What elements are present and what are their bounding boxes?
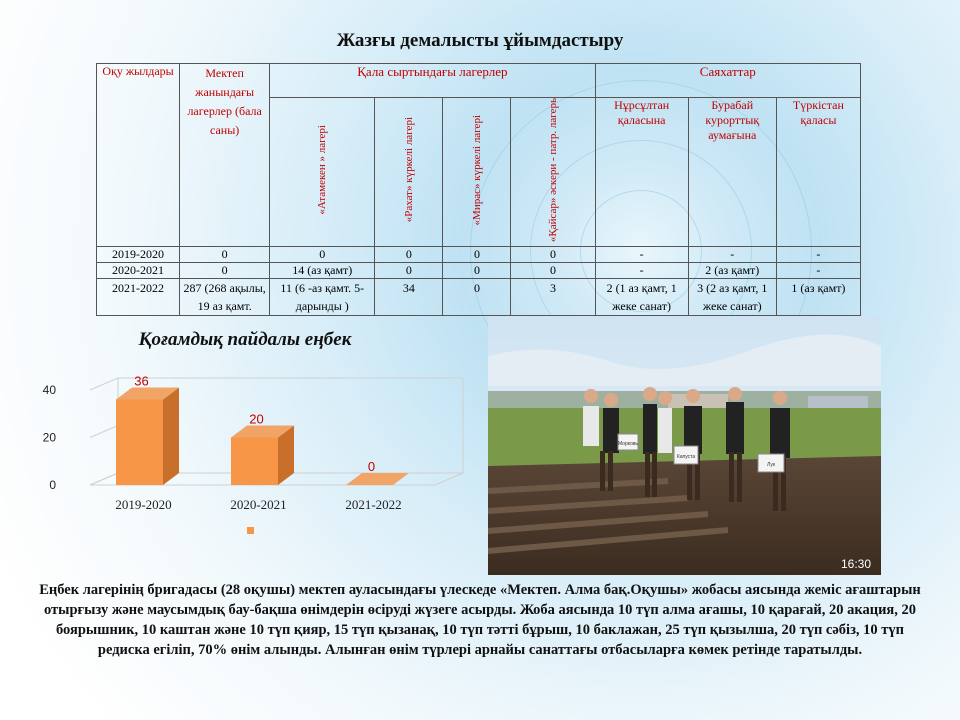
- bar-value-label: 36: [134, 373, 149, 389]
- bar-side: [163, 388, 179, 486]
- table-cell: 0: [180, 263, 270, 279]
- table-cell: 0: [375, 263, 443, 279]
- table-cell: 34: [375, 279, 443, 316]
- table-cell: 1 (аз қамт): [776, 279, 860, 316]
- gridline: [90, 426, 118, 438]
- header-camp-atameken: «Атамекен » лагері: [270, 98, 375, 247]
- table-cell: 287 (268 ақылы, 19 аз қамт.: [180, 279, 270, 316]
- table-cell: 2020-2021: [97, 263, 180, 279]
- table-cell: -: [776, 263, 860, 279]
- page-title: Жазғы демалысты ұйымдастыру: [336, 30, 624, 51]
- header-school-camps: Мектеп жанындағы лагерлер (бала саны): [180, 64, 270, 247]
- table-row: [97, 263, 861, 279]
- table-cell: 11 (6 -аз қамт. 5-дарынды ): [270, 279, 375, 316]
- header-camp-rakhat: «Рахат» күркелі лагері: [375, 98, 443, 247]
- table-cell: 0: [511, 247, 595, 263]
- photo-timestamp: 16:30: [840, 557, 871, 571]
- x-tick-label: 2019-2020: [115, 497, 172, 512]
- table-cell: 2 (1 аз қамт, 1 жеке санат): [595, 279, 688, 316]
- gridline: [90, 378, 118, 390]
- bar-value-label: 20: [249, 411, 264, 427]
- table-cell: 2021-2022: [97, 279, 180, 316]
- bar-chart-svg: [30, 325, 470, 565]
- garden-photo: [488, 316, 881, 575]
- caption-text: Еңбек лагерінің бригадасы (28 оқушы) мектеп ауласындағы үлескеде «Мектеп. Алма бақ.Оқушы» жобасы аясында жеміс ағаштарын отырғызу және маусымдық бау-бақша өнімдерін өсіруді жүзеге асырды. Жоба аясында 10 түп алма ағашы, 10 қарағай, 20 акация, 20 боярышник, 10 каштан және 10 түп қияр, 15 түп қызанақ, 10 түп тәтті бұрыш, 10 баклажан, 25 түп қызылша, 20 түп сәбіз, 10 түп редиска егіліп, 70% өнім алынды. Алынған өнім түрлері арнайы санаттағы отбасыларға көмек ретінде таратылды.: [39, 582, 921, 658]
- header-years: Оқу жылдары: [97, 64, 180, 247]
- table-cell: 0: [180, 247, 270, 263]
- header-trip-nursultan: Нұрсұлтан қаласына: [595, 98, 688, 247]
- table-cell: 2019-2020: [97, 247, 180, 263]
- table-cell: 14 (аз қамт): [270, 263, 375, 279]
- y-tick-label: 20: [42, 430, 56, 445]
- bar: [116, 400, 163, 486]
- labor-chart: [30, 325, 470, 565]
- table-cell: 0: [270, 247, 375, 263]
- header-camp-miras: «Мирас» күркелі лагері: [443, 98, 511, 247]
- header-trip-burabai: Бурабай курорттық аумағына: [688, 98, 776, 247]
- table-header-row: [97, 64, 861, 98]
- table-cell: 0: [511, 263, 595, 279]
- x-tick-label: 2021-2022: [345, 497, 402, 512]
- table-cell: 0: [443, 247, 511, 263]
- y-tick-label: 40: [42, 383, 56, 397]
- table-cell: 0: [443, 263, 511, 279]
- table-cell: 3 (2 аз қамт, 1 жеке санат): [688, 279, 776, 316]
- header-trips: Саяхаттар: [595, 64, 860, 98]
- table-cell: 2 (аз қамт): [688, 263, 776, 279]
- table-row: [97, 279, 861, 316]
- svg-text:Лук: Лук: [766, 462, 776, 468]
- bar: [231, 438, 278, 486]
- svg-text:Капуста: Капуста: [676, 454, 696, 460]
- y-tick-label: 0: [49, 478, 56, 492]
- table-cell: 3: [511, 279, 595, 316]
- summer-camps-table: [96, 63, 861, 316]
- table-row: [97, 247, 861, 263]
- bar-value-label: 0: [367, 459, 376, 474]
- svg-text:Морковь: Морковь: [617, 441, 639, 447]
- table-cell: -: [688, 247, 776, 263]
- table-cell: 0: [443, 279, 511, 316]
- table-cell: 0: [375, 247, 443, 263]
- chart-title: Қоғамдық пайдалы еңбек: [138, 329, 352, 350]
- gridline: [90, 473, 118, 485]
- legend-marker: [247, 527, 254, 534]
- header-city-camps: Қала сыртындағы лагерлер: [270, 64, 595, 98]
- table-cell: -: [776, 247, 860, 263]
- table-cell: -: [595, 263, 688, 279]
- header-camp-kaisar: «Қайсар» әскери - патр. лагерь: [511, 98, 595, 247]
- x-tick-label: 2020-2021: [230, 497, 287, 512]
- photo-illustration: [488, 316, 881, 575]
- header-trip-turkistan: Түркістан қаласы: [776, 98, 860, 247]
- bar-top: [346, 473, 409, 485]
- table-cell: -: [595, 247, 688, 263]
